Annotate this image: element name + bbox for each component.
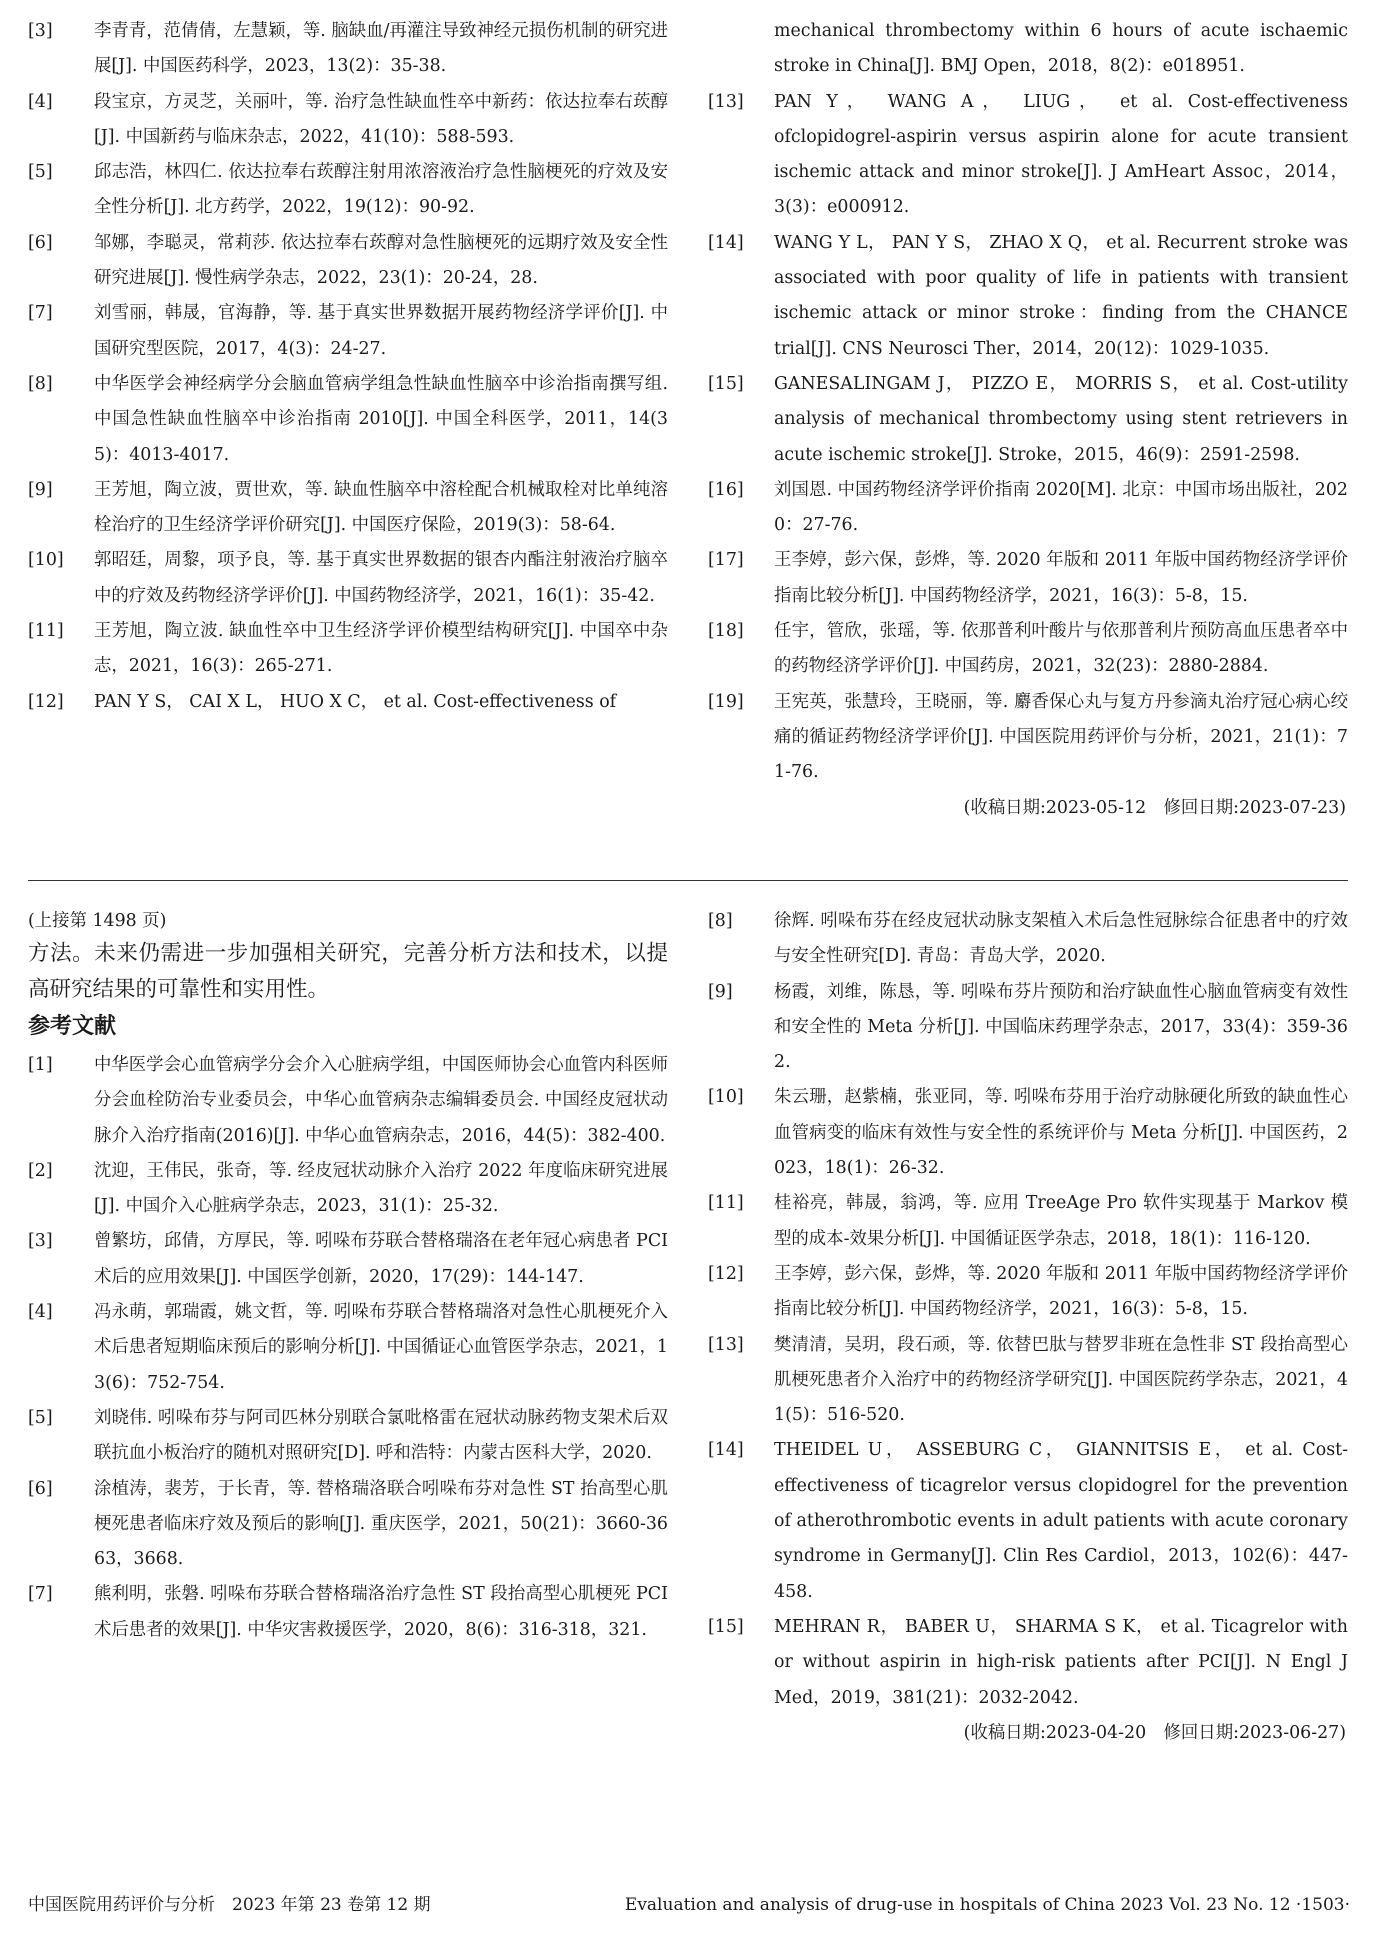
reference-text: 刘雪丽，韩晟，官海静，等. 基于真实世界数据开展药物经济学评价[J]. 中国研究型医院，2017，4(3)：24-27.	[94, 303, 668, 359]
reference-item	[28, 1048, 668, 1154]
reference-text: PAN Y S， CAI X L， HUO X C， et al. Cost-effectiveness of	[94, 691, 617, 712]
reference-item	[708, 543, 1348, 614]
reference-item	[28, 367, 668, 473]
reference-number: [17]	[708, 550, 744, 571]
reference-item	[28, 614, 668, 685]
reference-number: [11]	[708, 1193, 744, 1214]
reference-item	[28, 1577, 668, 1648]
reference-number: [2]	[28, 1160, 53, 1181]
reference-text: 王芳旭，陶立波. 缺血性卒中卫生经济学评价模型结构研究[J]. 中国卒中杂志，2021，16(3)：265-271.	[94, 621, 668, 677]
reference-item	[28, 685, 668, 720]
reference-text: 中华医学会神经病学分会脑血管病学组急性缺血性脑卒中诊治指南撰写组. 中国急性缺血性脑卒中诊治指南 2010[J]. 中国全科医学，2011，14(35)：4013-4017.	[94, 373, 668, 465]
reference-item	[28, 296, 668, 367]
reference-item	[28, 543, 668, 614]
top-left-reference-list	[28, 14, 668, 720]
reference-item	[28, 1472, 668, 1578]
reference-number: [8]	[28, 373, 53, 394]
reference-number: [6]	[28, 1478, 53, 1499]
reference-text: 徐辉. 吲哚布芬在经皮冠状动脉支架植入术后急性冠脉综合征患者中的疗效与安全性研究[D]. 青岛：青岛大学，2020.	[774, 911, 1348, 967]
reference-item	[28, 226, 668, 297]
reference-item	[708, 14, 1348, 85]
reference-text: 任宇，管欣，张瑶，等. 依那普利叶酸片与依那普利片预防高血压患者卒中的药物经济学评价[J]. 中国药房，2021，32(23)：2880-2884.	[774, 621, 1348, 677]
page-footer	[28, 1890, 1350, 1920]
bottom-right-reference-list	[708, 904, 1348, 1716]
intro-paragraph: 方法。未来仍需进一步加强相关研究，完善分析方法和技术，以提高研究结果的可靠性和实用性。	[28, 941, 668, 1002]
reference-item	[708, 1610, 1348, 1716]
reference-item	[708, 226, 1348, 367]
reference-item	[708, 1257, 1348, 1328]
reference-item	[708, 1328, 1348, 1434]
reference-item	[28, 1401, 668, 1472]
reference-item	[28, 155, 668, 226]
reference-item	[708, 367, 1348, 473]
reference-text: 中华医学会心血管病学分会介入心脏病学组，中国医师协会心血管内科医师分会血栓防治专业委员会，中华心血管病杂志编辑委员会. 中国经皮冠状动脉介入治疗指南(2016)[J]. 中华心血管病杂志，2016，44(5)：382-400.	[94, 1055, 668, 1146]
reference-number: [9]	[708, 981, 733, 1002]
reference-number: [3]	[28, 21, 53, 41]
references-heading: 参考文献	[28, 1014, 117, 1039]
reference-text: 段宝京，方灵芝，关丽叶，等. 治疗急性缺血性卒中新药：依达拉奉右莰醇[J]. 中国新药与临床杂志，2022，41(10)：588-593.	[94, 91, 668, 147]
reference-number: [7]	[28, 303, 53, 324]
reference-item	[708, 975, 1348, 1081]
top-right-column	[708, 14, 1348, 826]
reference-number: [15]	[708, 373, 744, 394]
reference-text: 李青青，范倩倩，左慧颖，等. 脑缺血/再灌注导致神经元损伤机制的研究进展[J]. 中国医药科学，2023，13(2)：35-38.	[94, 21, 668, 77]
reference-text: 王李婷，彭六保，彭烨，等. 2020 年版和 2011 年版中国药物经济学评价指南比较分析[J]. 中国药物经济学，2021，16(3)：5-8，15.	[774, 1263, 1348, 1320]
reference-number: [12]	[708, 1263, 744, 1284]
top-left-column	[28, 14, 668, 720]
reference-text: 熊利明，张磐. 吲哚布芬联合替格瑞洛治疗急性 ST 段抬高型心肌梗死 PCI 术后患者的效果[J]. 中华灾害救援医学，2020，8(6)：316-318，321.	[94, 1584, 668, 1640]
reference-text: mechanical thrombectomy within 6 hours of acute ischaemic stroke in China[J]. BMJ Open，2018，8(2)：e018951.	[774, 21, 1348, 77]
bottom-left-reference-list	[28, 1048, 668, 1648]
reference-number: [1]	[28, 1055, 53, 1075]
section-divider	[28, 880, 1348, 881]
reference-text: 朱云珊，赵紫楠，张亚同，等. 吲哚布芬用于治疗动脉硬化所致的缺血性心血管病变的临床有效性与安全性的系统评价与 Meta 分析[J]. 中国医药，2023，18(1)：26-32.	[774, 1087, 1348, 1179]
reference-text: THEIDEL U， ASSEBURG C， GIANNITSIS E， et al. Cost-effectiveness of ticagrelor versus clopidogrel for the prevention of atherothrombotic events in adult patients with acute coronary syndrome in Germany[J]. Clin Res Cardiol，2013，102(6)：447-458.	[774, 1440, 1348, 1602]
reference-number: [10]	[708, 1087, 744, 1108]
reference-number: [14]	[708, 1440, 744, 1461]
reference-text: MEHRAN R， BABER U， SHARMA S K， et al. Ticagrelor with or without aspirin in high-risk patients after PCI[J]. N Engl J Med，2019，381(21)：2032-2042.	[774, 1616, 1348, 1708]
reference-text: 刘晓伟. 吲哚布芬与阿司匹林分别联合氯吡格雷在冠状动脉药物支架术后双联抗血小板治疗的随机对照研究[D]. 呼和浩特：内蒙古医科大学，2020.	[94, 1407, 668, 1464]
reference-text: 王李婷，彭六保，彭烨，等. 2020 年版和 2011 年版中国药物经济学评价指南比较分析[J]. 中国药物经济学，2021，16(3)：5-8，15.	[774, 550, 1348, 606]
reference-text: WANG Y L， PAN Y S， ZHAO X Q， et al. Recurrent stroke was associated with poor quality of life in patients with transient ischemic attack or minor stroke：finding from the CHANCE trial[J]. CNS Neurosci Ther，2014，20(12)：1029-1035.	[774, 232, 1348, 359]
reference-number: [13]	[708, 1334, 744, 1355]
reference-number: [19]	[708, 691, 744, 712]
reference-text: GANESALINGAM J， PIZZO E， MORRIS S， et al. Cost-utility analysis of mechanical thrombectomy using stent retrievers in acute ischemic stroke[J]. Stroke，2015，46(9)：2591-2598.	[774, 373, 1348, 465]
received-date-note: (收稿日期:2023-04-20 修回日期:2023-06-27)	[963, 1722, 1346, 1743]
reference-text: 郭昭廷，周黎，项予良，等. 基于真实世界数据的银杏内酯注射液治疗脑卒中的疗效及药物经济学评价[J]. 中国药物经济学，2021，16(1)：35-42.	[94, 550, 668, 606]
reference-number: [3]	[28, 1231, 53, 1252]
reference-number: [7]	[28, 1584, 53, 1605]
reference-text: 沈迎，王伟民，张奇，等. 经皮冠状动脉介入治疗 2022 年度临床研究进展[J]. 中国介入心脏病学杂志，2023，31(1)：25-32.	[94, 1160, 668, 1217]
reference-item	[28, 85, 668, 156]
reference-number: [5]	[28, 162, 53, 183]
journal-name-en: Evaluation and analysis of drug-use in hospitals of China 2023 Vol. 23 No. 12 ·1503·	[624, 1895, 1350, 1915]
reference-number: [5]	[28, 1407, 53, 1428]
reference-text: 王芳旭，陶立波，贾世欢，等. 缺血性脑卒中溶栓配合机械取栓对比单纯溶栓治疗的卫生经济学评价研究[J]. 中国医疗保险，2019(3)：58-64.	[94, 479, 668, 536]
reference-text: 邹娜，李聪灵，常莉莎. 依达拉奉右莰醇对急性脑梗死的远期疗效及安全性研究进展[J]. 慢性病学杂志，2022，23(1)：20-24，28.	[94, 232, 668, 289]
reference-number: [10]	[28, 550, 64, 571]
reference-text: 曾繁坊，邱倩，方厚民，等. 吲哚布芬联合替格瑞洛在老年冠心病患者 PCI 术后的应用效果[J]. 中国医学创新，2020，17(29)：144-147.	[94, 1231, 668, 1287]
reference-item	[708, 473, 1348, 544]
reference-number: [16]	[708, 479, 744, 500]
reference-number: [8]	[708, 911, 733, 931]
reference-item	[708, 1433, 1348, 1609]
reference-text: 冯永萌，郭瑞霞，姚文哲，等. 吲哚布芬联合替格瑞洛对急性心肌梗死介入术后患者短期临床预后的影响分析[J]. 中国循证心血管医学杂志，2021，13(6)：752-754.	[94, 1302, 668, 1393]
reference-item	[28, 473, 668, 544]
reference-text: 杨霞，刘维，陈恳，等. 吲哚布芬片预防和治疗缺血性心脑血管病变有效性和安全性的 Meta 分析[J]. 中国临床药理学杂志，2017，33(4)：359-362.	[774, 981, 1348, 1073]
reference-number: [12]	[28, 691, 64, 712]
reference-item	[28, 1154, 668, 1225]
reference-number: [13]	[708, 91, 744, 112]
reference-item	[28, 1224, 668, 1295]
reference-item	[28, 1295, 668, 1401]
reference-number: [18]	[708, 621, 744, 642]
reference-number: [9]	[28, 479, 53, 500]
reference-text: 樊清清，吴玥，段石顽，等. 依替巴肽与替罗非班在急性非 ST 段抬高型心肌梗死患者介入治疗中的药物经济学研究[J]. 中国医院药学杂志，2021，41(5)：516-520.	[774, 1334, 1348, 1426]
reference-text: 桂裕亮，韩晟，翁鸿，等. 应用 TreeAge Pro 软件实现基于 Markov 模型的成本-效果分析[J]. 中国循证医学杂志，2018，18(1)：116-120.	[774, 1193, 1348, 1249]
reference-item	[28, 14, 668, 85]
reference-item	[708, 1080, 1348, 1186]
bottom-left-column	[28, 906, 668, 1648]
continued-from-note: (上接第 1498 页)	[28, 911, 167, 931]
journal-name-cn: 中国医院用药评价与分析 2023 年第 23 卷第 12 期	[28, 1895, 431, 1915]
reference-text: 王宪英，张慧玲，王晓丽，等. 麝香保心丸与复方丹参滴丸治疗冠心病心绞痛的循证药物经济学评价[J]. 中国医院用药评价与分析，2021，21(1)：71-76.	[774, 691, 1348, 783]
reference-number: [4]	[28, 1302, 53, 1323]
top-right-reference-list	[708, 14, 1348, 791]
reference-item	[708, 85, 1348, 226]
reference-number: [15]	[708, 1616, 744, 1637]
received-date-note: (收稿日期:2023-05-12 修回日期:2023-07-23)	[963, 797, 1346, 818]
reference-text: PAN Y， WANG A， LIUG， et al. Cost-effectiveness ofclopidogrel-aspirin versus aspirin alone for acute transient ischemic attack and minor stroke[J]. J AmHeart Assoc，2014，3(3)：e000912.	[774, 91, 1348, 218]
reference-item	[708, 685, 1348, 791]
reference-number: [6]	[28, 232, 53, 253]
reference-item	[708, 904, 1348, 975]
reference-text: 涂植涛，裴芳，于长青，等. 替格瑞洛联合吲哚布芬对急性 ST 抬高型心肌梗死患者临床疗效及预后的影响[J]. 重庆医学，2021，50(21)：3660-3663，3668.	[94, 1478, 668, 1570]
reference-number: [11]	[28, 621, 64, 642]
reference-number	[708, 14, 774, 85]
reference-number: [14]	[708, 232, 744, 253]
reference-text: 刘国恩. 中国药物经济学评价指南 2020[M]. 北京：中国市场出版社，2020：27-76.	[774, 479, 1348, 536]
reference-text: 邱志浩，林四仁. 依达拉奉右莰醇注射用浓溶液治疗急性脑梗死的疗效及安全性分析[J]. 北方药学，2022，19(12)：90-92.	[94, 162, 668, 218]
reference-number: [4]	[28, 91, 53, 112]
reference-item	[708, 1186, 1348, 1257]
bottom-right-column	[708, 904, 1348, 1751]
reference-item	[708, 614, 1348, 685]
